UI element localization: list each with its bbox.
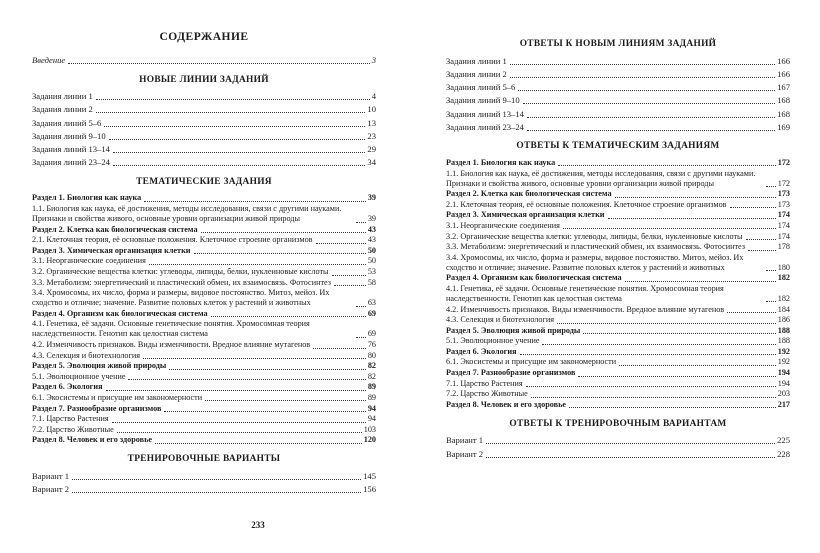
toc-entry-label: 4.2. Изменчивость признаков. Виды изменчивости. Вредное влияние мутагенов: [446, 304, 725, 314]
toc-entry-label: Раздел 7. Разнообразие организмов: [32, 403, 162, 413]
toc-entry: [32, 372, 376, 382]
toc-entry-page: 172: [777, 157, 790, 167]
toc-entry-label: 5.1. Эволюционное учение: [32, 371, 126, 381]
toc-leader-dots: [96, 99, 370, 100]
toc-entry-label: 4.2. Изменчивость признаков. Виды изменчивости. Вредное влияние мутагенов: [32, 340, 311, 350]
toc-entry-page: 50: [367, 256, 376, 266]
toc-leader-dots: [520, 354, 776, 355]
toc-leader-dots: [149, 264, 366, 265]
toc-entry-label: Задания линий 5–6: [32, 117, 102, 128]
toc-entry-page: 10: [367, 104, 376, 115]
toc-leader-dots: [766, 186, 776, 187]
toc-entry-label: 7.2. Царство Животные: [32, 424, 114, 434]
toc-entry: [32, 267, 376, 277]
toc-entry: [446, 368, 790, 378]
toc-entry-page: 168: [777, 108, 790, 119]
toc-entry: [446, 189, 790, 199]
toc-entry-page: 89: [367, 392, 376, 402]
toc-leader-dots: [144, 201, 366, 202]
toc-entry-page: 203: [777, 389, 790, 399]
toc-entry: [446, 95, 790, 106]
toc-leader-dots: [746, 239, 776, 240]
toc-title: СОДЕРЖАНИЕ: [159, 31, 249, 43]
toc-leader-dots: [727, 312, 776, 313]
toc-entry-page: 174: [777, 220, 790, 230]
toc-leader-dots: [356, 337, 366, 338]
toc-entry: [446, 122, 790, 133]
toc-section: [32, 453, 376, 494]
toc-entry-page: 174: [777, 231, 790, 241]
toc-entry-label: Задания линий 13–14: [446, 108, 524, 119]
toc-entry-page: 188: [777, 336, 790, 346]
toc-entry-label: Раздел 2. Клетка как биологическая система: [446, 189, 612, 199]
toc-entry-page: 94: [367, 414, 376, 424]
toc-entry-page: 186: [777, 315, 790, 325]
toc-leader-dots: [578, 376, 775, 377]
toc-entry-page: 182: [777, 273, 790, 283]
toc-entry-label: Раздел 5. Эволюция живой природы: [446, 325, 581, 335]
toc-entry-page: 169: [777, 121, 790, 132]
toc-entry: [446, 200, 790, 210]
toc-leader-dots: [486, 443, 775, 444]
toc-leader-dots: [72, 479, 361, 480]
toc-entry: [446, 56, 790, 67]
toc-entry: [32, 118, 376, 129]
toc-entry: [32, 393, 376, 403]
toc-entry-label: Вариант 1: [446, 435, 484, 446]
toc-entry: [32, 256, 376, 266]
toc-section: [32, 74, 376, 168]
toc-leader-dots: [526, 386, 776, 387]
toc-leader-dots: [625, 281, 776, 282]
toc-leader-dots: [615, 197, 776, 198]
toc-entry-label: Раздел 7. Разнообразие организмов: [446, 368, 576, 378]
toc-entry: [32, 235, 376, 245]
toc-entry-page: 82: [367, 371, 376, 381]
toc-leader-dots: [583, 333, 775, 334]
toc-entry-label: Вариант 2: [446, 448, 484, 459]
toc-leader-dots: [518, 90, 775, 91]
toc-entry-page: 53: [367, 267, 376, 277]
toc-leader-dots: [542, 344, 775, 345]
toc-entry: [32, 55, 376, 66]
toc-entry-page: 225: [777, 435, 790, 446]
toc-entry-page: 103: [363, 424, 376, 434]
toc-entry-page: 174: [777, 210, 790, 220]
toc-entry: [446, 210, 790, 220]
toc-entry-label: Раздел 1. Биология как наука: [446, 157, 556, 167]
toc-leader-dots: [356, 222, 366, 223]
toc-entry-label: 1.1. Биология как наука, её достижения, методы исследования, связи с другими науками. Признаки и свойства живого, основные уровни организации живой природы: [446, 168, 756, 188]
toc-entry: [32, 157, 376, 168]
toc-section: [446, 418, 790, 459]
toc-entry-label: Задания линии 2: [446, 68, 507, 79]
toc-leader-dots: [106, 390, 366, 391]
section-heading: ТЕМАТИЧЕСКИЕ ЗАДАНИЯ: [136, 176, 272, 187]
toc-entry-label: 4.3. Селекция и биотехнология: [32, 350, 141, 360]
toc-entry-label: 5.1. Эволюционное учение: [446, 336, 540, 346]
toc-leader-dots: [211, 316, 366, 317]
toc-entry-page: 145: [363, 470, 376, 481]
toc-entry-label: Раздел 8. Человек и его здоровье: [446, 399, 567, 409]
toc-leader-dots: [356, 306, 366, 307]
toc-entry: [446, 305, 790, 315]
toc-entry: [32, 425, 376, 435]
toc-leader-dots: [205, 400, 366, 401]
toc-entry: [446, 169, 790, 189]
toc-entry-page: 173: [777, 199, 790, 209]
toc-entry-page: 80: [367, 350, 376, 360]
toc-entry-page: 43: [367, 224, 376, 234]
toc-entry-label: Задания линий 23–24: [32, 157, 110, 168]
toc-entry: [32, 193, 376, 203]
toc-entry: [446, 347, 790, 357]
toc-entry-page: 89: [367, 382, 376, 392]
toc-leader-dots: [766, 270, 776, 271]
toc-entry-label: 3.2. Органические вещества клетки: углеводы, липиды, белки, нуклеиновые кислоты: [32, 267, 329, 277]
toc-leader-dots: [569, 407, 776, 408]
toc-entry-label: Раздел 6. Экология: [32, 382, 103, 392]
toc-entry: [32, 404, 376, 414]
toc-leader-dots: [531, 397, 776, 398]
toc-entry: [446, 82, 790, 93]
toc-entry-label: Задания линий 9–10: [32, 130, 106, 141]
toc-leader-dots: [104, 126, 365, 127]
toc-entry-label: Вариант 2: [32, 484, 70, 495]
toc-entry: [32, 484, 376, 495]
toc-entry: [446, 449, 790, 460]
toc-entry-page: 76: [367, 340, 376, 350]
section-heading: ОТВЕТЫ К НОВЫМ ЛИНИЯМ ЗАДАНИЙ: [519, 39, 717, 49]
toc-entry-page: 188: [777, 325, 790, 335]
toc-leader-dots: [557, 323, 776, 324]
toc-entry-label: 6.1. Экосистемы и присущие им закономерности: [32, 392, 203, 402]
toc-entry: [32, 340, 376, 350]
toc-entry-label: 3.1. Неорганические соединения: [446, 220, 560, 230]
toc-entry-label: Раздел 3. Химическая организация клетки: [446, 210, 605, 220]
toc-leader-dots: [155, 443, 362, 444]
toc-entry: [32, 382, 376, 392]
toc-entry: [446, 284, 790, 304]
toc-entry: [446, 389, 790, 399]
toc-entry-page: 166: [777, 55, 790, 66]
toc-entry-page: 192: [777, 346, 790, 356]
toc-entry-page: 39: [367, 214, 376, 224]
toc-entry-label: Задания линий 23–24: [446, 121, 524, 132]
toc-entry: [32, 351, 376, 361]
toc-entry-page: 69: [367, 329, 376, 339]
section-heading: НОВЫЕ ЛИНИИ ЗАДАНИЙ: [139, 74, 269, 85]
toc-leader-dots: [96, 112, 366, 113]
toc-entry-label: Задания линий 13–14: [32, 144, 110, 155]
toc-entry-page: 4: [371, 91, 376, 101]
toc-leader-dots: [113, 165, 365, 166]
toc-entry-label: 4.1. Генетика, её задачи. Основные генетические понятия. Хромосомная теория наследственности. Генотип как целостная система: [32, 319, 310, 339]
toc-entry: [32, 204, 376, 224]
toc-entry: [446, 326, 790, 336]
section-heading: ТРЕНИРОВОЧНЫЕ ВАРИАНТЫ: [127, 454, 281, 465]
toc-entry-page: 69: [367, 308, 376, 318]
toc-leader-dots: [169, 369, 365, 370]
toc-entry-label: Задания линий 9–10: [446, 95, 520, 106]
toc-entry: [446, 336, 790, 346]
toc-entry-page: 39: [367, 193, 376, 203]
toc-entry-label: Раздел 5. Эволюция живой природы: [32, 361, 167, 371]
toc-entry-label: Раздел 4. Организм как биологическая система: [446, 273, 622, 283]
toc-entry: [446, 315, 790, 325]
toc-leader-dots: [730, 207, 776, 208]
toc-entry-page: 217: [777, 399, 790, 409]
toc-entry-label: 1.1. Биология как наука, её достижения, методы исследования, связи с другими науками. Признаки и свойства живого, основные уровни организации живой природы: [32, 204, 342, 224]
toc-entry: [32, 144, 376, 155]
toc-entry-label: 3.2. Органические вещества клетки: углеводы, липиды, белки, нуклеиновые кислоты: [446, 231, 743, 241]
toc-leader-dots: [334, 285, 366, 286]
toc-leader-dots: [523, 103, 775, 104]
toc-entry-label: Раздел 6. Экология: [446, 346, 517, 356]
section-heading: ОТВЕТЫ К ТРЕНИРОВОЧНЫМ ВАРИАНТАМ: [509, 418, 727, 429]
toc-entry-page: 23: [367, 130, 376, 141]
toc-entry: [32, 361, 376, 371]
toc-section: [32, 55, 376, 66]
toc-leader-dots: [117, 432, 362, 433]
toc-leader-dots: [766, 301, 776, 302]
toc-leader-dots: [527, 130, 775, 131]
toc-entry-label: Вариант 1: [32, 470, 70, 481]
toc-entry-page: 156: [363, 484, 376, 495]
page-column-right: [446, 30, 790, 462]
toc-entry-page: 50: [367, 245, 376, 255]
toc-entry-page: 172: [777, 178, 790, 188]
toc-entry: [446, 109, 790, 120]
toc-entry-page: 29: [367, 144, 376, 155]
toc-entry: [446, 242, 790, 252]
toc-entry: [446, 232, 790, 242]
toc-entry-label: 3.4. Хромосомы, их число, форма и размеры, видовое постоянство. Митоз, мейоз. Их сходство и отличие; значение. Развитие половых клеток у растений и животных: [446, 252, 744, 272]
toc-leader-dots: [527, 117, 775, 118]
toc-entry-page: 180: [777, 262, 790, 272]
toc-section: [446, 140, 790, 409]
toc-leader-dots: [563, 228, 776, 229]
toc-entry: [32, 288, 376, 308]
toc-entry-label: 3.4. Хромосомы, их число, форма и размеры, видовое постоянство. Митоз, мейоз. Их сходство и отличие; значение. Развитие половых клеток у растений и животных: [32, 288, 330, 308]
section-heading: ОТВЕТЫ К ТЕМАТИЧЕСКИМ ЗАДАНИЯМ: [516, 141, 720, 152]
toc-entry-page: 194: [777, 368, 790, 378]
toc-entry-label: Раздел 8. Человек и его здоровье: [32, 435, 153, 445]
toc-entry-page: 3: [371, 55, 376, 65]
toc-entry-page: 194: [777, 378, 790, 388]
toc-leader-dots: [510, 64, 775, 65]
toc-entry: [446, 253, 790, 273]
toc-entry-label: Раздел 4. Организм как биологическая система: [32, 308, 208, 318]
toc-entry-page: 63: [367, 298, 376, 308]
toc-entry: [32, 278, 376, 288]
toc-leader-dots: [112, 422, 366, 423]
toc-entry-page: 167: [777, 82, 790, 93]
toc-entry-page: 178: [777, 242, 790, 252]
toc-section: [446, 38, 790, 132]
toc-entry-label: 7.2. Царство Животные: [446, 389, 528, 399]
toc-entry-label: Раздел 3. Химическая организация клетки: [32, 245, 191, 255]
toc-leader-dots: [164, 411, 365, 412]
toc-entry-label: Раздел 1. Биология как наука: [32, 193, 142, 203]
toc-entry: [446, 69, 790, 80]
toc-entry: [32, 246, 376, 256]
toc-entry-label: 2.1. Клеточная теория, её основные положения. Клеточное строение организмов: [32, 235, 313, 245]
toc-entry-label: Задания линии 1: [446, 55, 507, 66]
toc-entry-label: Задания линии 1: [32, 91, 93, 101]
toc-entry-page: 58: [367, 277, 376, 287]
toc-entry-page: 43: [367, 235, 376, 245]
toc-entry-page: 120: [363, 435, 376, 445]
page-column-left: [32, 30, 376, 498]
toc-leader-dots: [201, 232, 366, 233]
toc-entry-label: 7.1. Царство Растения: [446, 378, 523, 388]
toc-entry: [446, 158, 790, 168]
toc-entry-label: 4.1. Генетика, её задачи. Основные генетические понятия. Хромосомная теория наследственности. Генотип как целостная система: [446, 283, 724, 303]
toc-entry-label: Введение: [32, 55, 66, 65]
toc-entry-page: 184: [777, 304, 790, 314]
toc-entry-page: 94: [367, 403, 376, 413]
page-number-footer: 233: [251, 520, 265, 530]
toc-entry-label: 4.3. Селекция и биотехнология: [446, 315, 555, 325]
toc-entry: [32, 225, 376, 235]
toc-entry: [32, 309, 376, 319]
toc-entry: [446, 435, 790, 446]
toc-entry-label: 3.3. Метаболизм: энергетический и пластический обмен, их взаимосвязь. Фотосинтез: [446, 242, 746, 252]
toc-entry: [446, 379, 790, 389]
toc-entry-label: Задания линий 5–6: [446, 82, 516, 93]
toc-entry: [32, 471, 376, 482]
toc-entry-page: 192: [777, 357, 790, 367]
toc-entry-label: Задания линии 2: [32, 104, 93, 115]
toc-entry-label: 2.1. Клеточная теория, её основные положения. Клеточное строение организмов: [446, 199, 727, 209]
toc-leader-dots: [619, 365, 776, 366]
toc-entry-page: 168: [777, 95, 790, 106]
toc-entry-page: 13: [367, 117, 376, 128]
toc-entry-label: Раздел 2. Клетка как биологическая система: [32, 224, 198, 234]
toc-leader-dots: [113, 152, 365, 153]
toc-leader-dots: [316, 243, 366, 244]
toc-entry: [32, 104, 376, 115]
toc-entry-page: 173: [777, 189, 790, 199]
toc-leader-dots: [68, 63, 369, 64]
toc-leader-dots: [143, 358, 366, 359]
toc-entry: [32, 91, 376, 102]
toc-leader-dots: [558, 165, 776, 166]
toc-entry: [446, 400, 790, 410]
toc-leader-dots: [313, 348, 366, 349]
toc-leader-dots: [510, 77, 775, 78]
toc-entry: [32, 435, 376, 445]
toc-entry-page: 228: [777, 448, 790, 459]
toc-entry-page: 34: [367, 157, 376, 168]
toc-entry: [32, 414, 376, 424]
toc-entry-page: 166: [777, 68, 790, 79]
toc-leader-dots: [608, 218, 776, 219]
toc-entry: [446, 221, 790, 231]
toc-entry-label: 3.1. Неорганические соединения: [32, 256, 146, 266]
toc-leader-dots: [109, 139, 366, 140]
toc-entry: [446, 273, 790, 283]
toc-leader-dots: [748, 250, 776, 251]
toc-entry: [32, 319, 376, 339]
toc-leader-dots: [332, 275, 366, 276]
toc-entry: [32, 131, 376, 142]
toc-entry-page: 182: [777, 293, 790, 303]
toc-entry-page: 82: [367, 361, 376, 371]
toc-leader-dots: [486, 457, 775, 458]
toc-leader-dots: [194, 253, 366, 254]
toc-entry-label: 7.1. Царство Растения: [32, 414, 109, 424]
toc-section: [32, 176, 376, 445]
toc-leader-dots: [128, 379, 365, 380]
toc-entry-label: 6.1. Экосистемы и присущие им закономерности: [446, 357, 617, 367]
toc-entry-label: 3.3. Метаболизм: энергетический и пластический обмен, их взаимосвязь. Фотосинтез: [32, 277, 332, 287]
toc-entry: [446, 357, 790, 367]
toc-leader-dots: [72, 492, 361, 493]
